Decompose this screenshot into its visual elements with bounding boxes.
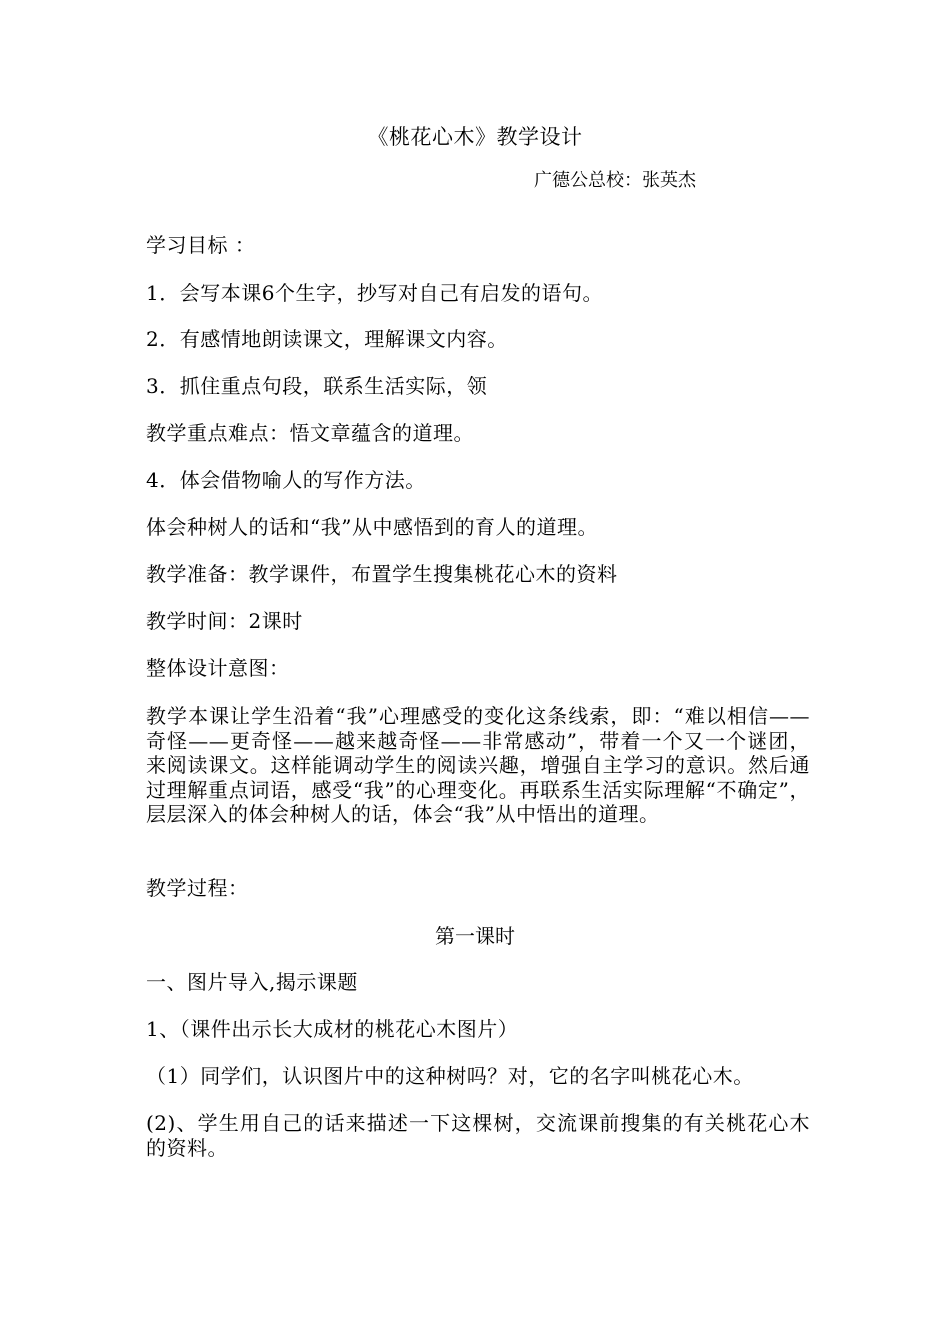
design-heading: 整体设计意图：	[146, 656, 290, 680]
process-heading: 教学过程：	[146, 876, 249, 900]
lesson-1-heading: 第一课时	[435, 924, 515, 948]
author-line: 广德公总校：张英杰	[534, 170, 696, 191]
objective-1: 1．会写本课6个生字，抄写对自己有启发的语句。	[146, 281, 603, 305]
document-title: 《桃花心木》教学设计	[367, 125, 583, 149]
step-1-1: （1）同学们，认识图片中的这种树吗？对，它的名字叫桃花心木。	[146, 1064, 754, 1088]
objective-2: 2．有感情地朗读课文，理解课文内容。	[146, 327, 508, 351]
step-1-2: (2)、学生用自己的话来描述一下这棵树，交流课前搜集的有关桃花心木的资料。	[146, 1111, 810, 1160]
key-points: 教学重点难点：悟文章蕴含的道理。	[146, 421, 474, 445]
insight-line: 体会种树人的话和“我”从中感悟到的育人的道理。	[146, 515, 598, 539]
design-paragraph: 教学本课让学生沿着“我”心理感受的变化这条线索，即：“难以相信——奇怪——更奇怪——越来越奇怪——非常感动”，带着一个又一个谜团，来阅读课文。这样能调动学生的阅读兴趣，增强自主学习的意识。然后通过理解重点词语，感受“我”的心理变化。再联系生活实际理解“不确定”，层层深入的体会种树人的话，体会“我”从中悟出的道理。	[146, 704, 810, 826]
objectives-heading: 学习目标 ：	[146, 233, 256, 257]
objective-4: 4．体会借物喻人的写作方法。	[146, 468, 426, 492]
preparation-line: 教学准备：教学课件，布置学生搜集桃花心木的资料	[146, 562, 618, 586]
objective-3: 3．抓住重点句段，联系生活实际，领	[146, 374, 488, 398]
section-1-heading: 一、图片导入,揭示课题	[146, 970, 358, 994]
time-line: 教学时间：2课时	[146, 609, 303, 633]
step-1: 1、（课件出示长大成材的桃花心木图片）	[146, 1017, 519, 1041]
